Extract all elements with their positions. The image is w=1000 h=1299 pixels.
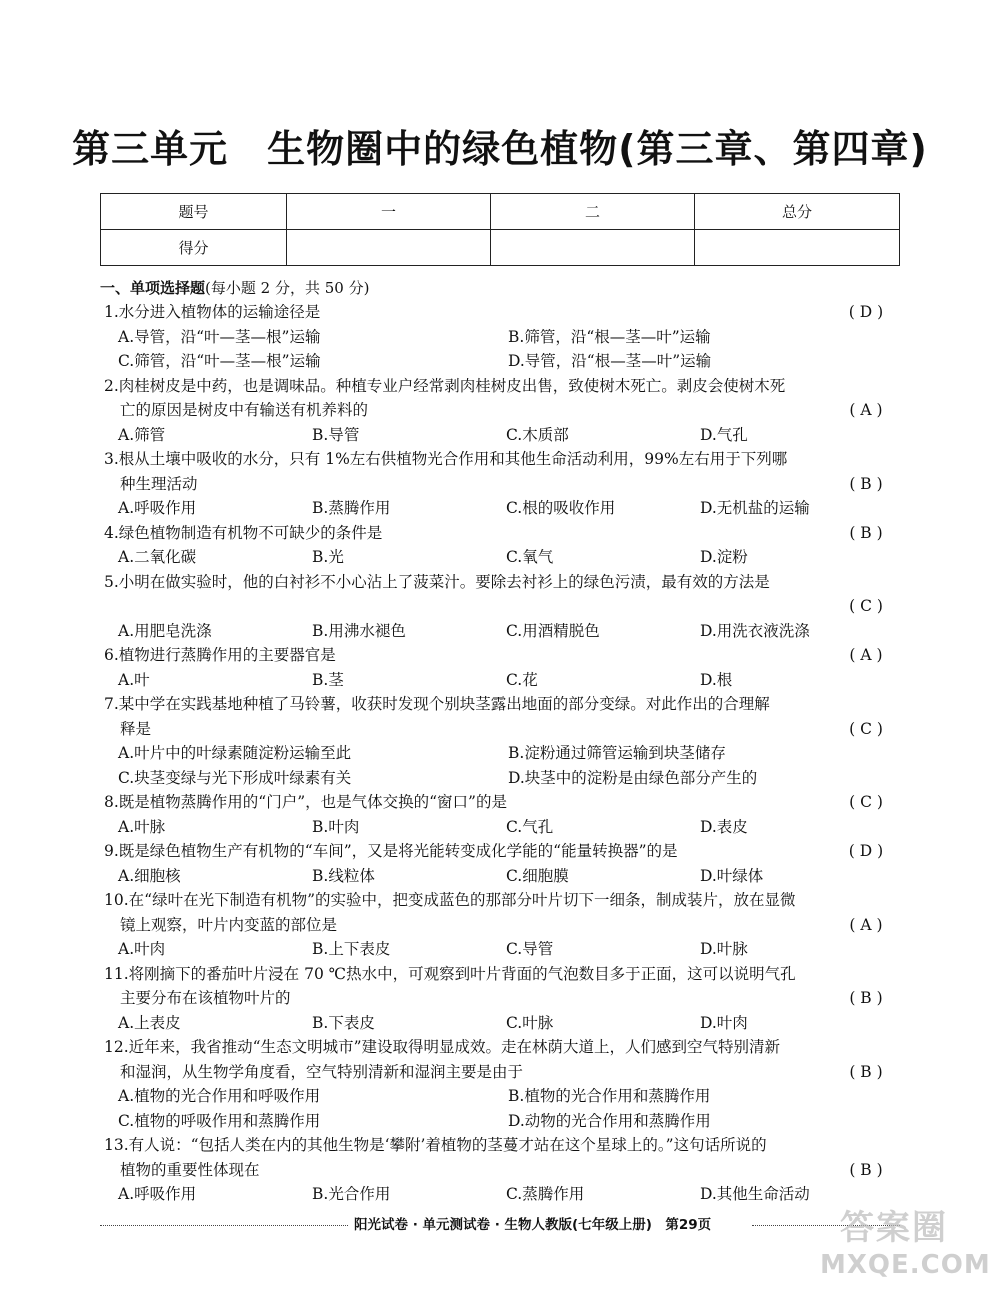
option-c: C.导管 [506,940,554,958]
section-note: (每小题 2 分，共 50 分) [205,279,370,297]
question-stem: 镜上观察，叶片内变蓝的部位是 [120,915,338,934]
option-a: A.二氧化碳 [118,548,197,566]
question-stem: 9.既是绿色植物生产有机物的“车间”，又是将光能转变成化学能的“能量转换器”的是 [104,842,678,860]
question-stem: 亡的原因是树皮中有输送有机养料的 [120,401,369,419]
score-cell[interactable] [695,230,900,266]
answer-bracket: ( D ) [848,842,884,860]
question-item [0,790,1000,839]
question-stem: 7.某中学在实践基地种植了马铃薯，收获时发现个别块茎露出地面的部分变绿。对此作出的合理解 [104,695,770,713]
option-a: A.导管，沿“叶—茎—根”运输 [118,327,321,346]
options-line [0,619,1000,644]
score-header-cell: 一 [287,194,491,230]
question-line [0,1035,1000,1060]
question-stem: 6.植物进行蒸腾作用的主要器官是 [104,646,336,664]
option-b: B.导管 [312,425,360,444]
answer-bracket: ( B ) [849,989,883,1007]
option-d: D.淀粉 [700,548,748,566]
answer-bracket: ( A ) [849,401,883,419]
option-a: A.筛管 [118,425,166,444]
option-b: B.光 [312,548,344,566]
answer-bracket: ( C ) [849,597,883,615]
question-line [0,717,1000,742]
answer-bracket: ( A ) [849,915,883,934]
option-c: C.木质部 [506,425,569,444]
question-item [0,962,1000,1036]
watermark-url: MXQE.COM [820,1250,991,1280]
answer-bracket: ( B ) [849,1062,883,1081]
option-d: D.表皮 [700,817,748,836]
option-a: A.上表皮 [118,1013,181,1032]
answer-bracket: ( B ) [849,1160,883,1179]
option-b: B.蒸腾作用 [312,499,391,517]
options-line [0,668,1000,693]
option-a: A.叶片中的叶绿素随淀粉运输至此 [118,744,352,762]
score-header-cell: 总分 [695,194,900,230]
question-line [0,447,1000,472]
question-item [0,888,1000,962]
option-d: D.块茎中的淀粉是由绿色部分产生的 [508,768,758,787]
options-line [0,1109,1000,1134]
answer-bracket: ( C ) [849,793,883,811]
answer-bracket: ( B ) [849,474,883,493]
option-b: B.淀粉通过筛管运输到块茎储存 [508,744,726,762]
question-line [0,986,1000,1011]
options-line [0,766,1000,791]
option-d: D.气孔 [700,425,748,444]
watermark [810,1200,990,1290]
question-line [0,521,1000,546]
question-list [0,300,1000,1207]
option-c: C.块茎变绿与光下形成叶绿素有关 [118,768,352,787]
option-b: B.上下表皮 [312,940,391,958]
options-line [0,1011,1000,1036]
option-c: C.花 [506,670,538,689]
question-line [0,472,1000,497]
option-c: C.筛管，沿“叶—茎—根”运输 [118,352,321,370]
options-line [0,423,1000,448]
question-line [0,1158,1000,1183]
question-item [0,643,1000,692]
question-item [0,692,1000,790]
question-item [0,300,1000,374]
option-a: A.植物的光合作用和呼吸作用 [118,1087,321,1105]
watermark-logo-text: 答案圈 [840,1208,948,1248]
question-item [0,1035,1000,1133]
score-table [100,193,900,266]
option-d: D.根 [700,670,733,689]
options-line [0,496,1000,521]
question-item [0,374,1000,448]
question-item [0,570,1000,644]
question-line [0,594,1000,619]
page-title: 第三单元 生物圈中的绿色植物(第三章、第四章) [72,127,928,171]
question-line [0,888,1000,913]
question-stem: 释是 [120,719,152,738]
question-item [0,1133,1000,1207]
option-b: B.下表皮 [312,1013,375,1032]
option-a: A.叶脉 [118,817,166,836]
options-line [0,741,1000,766]
option-c: C.氧气 [506,548,554,566]
question-line [0,374,1000,399]
score-header-cell: 题号 [101,194,287,230]
question-stem: 种生理活动 [120,474,198,493]
options-line [0,937,1000,962]
section-heading [100,277,369,298]
option-d: D.叶肉 [700,1013,748,1032]
option-c: C.蒸腾作用 [506,1185,585,1203]
score-table-header-row [101,194,900,230]
option-b: B.叶肉 [312,817,360,836]
option-b: B.植物的光合作用和蒸腾作用 [508,1087,711,1105]
footer-text: 阳光试卷 · 单元测试卷 · 生物人教版(七年级上册) 第29页 [354,1217,712,1233]
option-a: A.叶 [118,670,150,689]
question-line [0,643,1000,668]
score-row-label: 得分 [101,230,287,266]
option-d: D.动物的光合作用和蒸腾作用 [508,1111,711,1130]
options-line [0,815,1000,840]
question-stem: 2.肉桂树皮是中药，也是调味品。种植专业户经常剥肉桂树皮出售，致使树木死亡。剥皮会使树木死 [104,376,786,395]
question-line [0,692,1000,717]
option-b: B.线粒体 [312,866,375,885]
option-d: D.叶脉 [700,940,748,958]
option-d: D.无机盐的运输 [700,499,810,517]
question-line [0,398,1000,423]
question-stem: 3.根从土壤中吸收的水分，只有 1%左右供植物光合作用和其他生命活动利用，99%左右用于下列哪 [104,450,788,468]
score-cell[interactable] [491,230,695,266]
question-stem: 13.有人说：“包括人类在内的其他生物是‘攀附’着植物的茎蔓才站在这个星球上的。”这句话所说的 [104,1136,767,1154]
question-stem: 主要分布在该植物叶片的 [120,989,291,1007]
options-line [0,349,1000,374]
options-line [0,1084,1000,1109]
option-a: A.呼吸作用 [118,499,197,517]
options-line [0,325,1000,350]
answer-bracket: ( B ) [849,523,883,542]
option-c: C.植物的呼吸作用和蒸腾作用 [118,1111,321,1130]
option-c: C.气孔 [506,817,554,836]
answer-bracket: ( C ) [849,719,883,738]
answer-bracket: ( D ) [848,303,884,321]
footer-dots-left [100,1225,348,1226]
option-c: C.根的吸收作用 [506,499,616,517]
question-line [0,790,1000,815]
option-c: C.细胞膜 [506,866,569,885]
score-table-row [101,230,900,266]
answer-bracket: ( A ) [849,646,883,664]
option-c: C.叶脉 [506,1013,554,1032]
question-line [0,839,1000,864]
question-line [0,570,1000,595]
page-footer [100,1213,900,1237]
score-header-cell: 二 [491,194,695,230]
question-line [0,1060,1000,1085]
question-line [0,1133,1000,1158]
option-d: D.其他生命活动 [700,1185,810,1203]
option-b: B.光合作用 [312,1185,391,1203]
section-title: 一、单项选择题 [100,279,206,297]
score-cell[interactable] [287,230,491,266]
option-b: B.筛管，沿“根—茎—叶”运输 [508,327,711,346]
question-stem: 11.将刚摘下的番茄叶片浸在 70 ℃热水中，可观察到叶片背面的气泡数目多于正面，这可以说明气孔 [104,964,796,983]
question-line [0,300,1000,325]
question-line [0,962,1000,987]
option-a: A.用肥皂洗涤 [118,621,212,640]
question-item [0,521,1000,570]
option-a: A.细胞核 [118,866,181,885]
option-d: D.导管，沿“根—茎—叶”运输 [508,352,712,370]
options-line [0,545,1000,570]
option-b: B.用沸水褪色 [312,621,406,640]
option-c: C.用酒精脱色 [506,621,600,640]
question-stem: 5.小明在做实验时，他的白衬衫不小心沾上了菠菜汁。要除去衬衫上的绿色污渍，最有效的方法是 [104,572,770,591]
option-b: B.茎 [312,670,344,689]
question-stem: 12.近年来，我省推动“生态文明城市”建设取得明显成效。走在林荫大道上，人们感到空气特别清新 [104,1038,781,1056]
question-stem: 4.绿色植物制造有机物不可缺少的条件是 [104,523,383,542]
question-stem: 1.水分进入植物体的运输途径是 [104,303,321,321]
question-stem: 和湿润，从生物学角度看，空气特别清新和湿润主要是由于 [120,1062,524,1081]
question-stem: 10.在“绿叶在光下制造有机物”的实验中，把变成蓝色的那部分叶片切下一细条，制成装片，放在显微 [104,891,796,909]
question-item [0,839,1000,888]
option-d: D.用洗衣液洗涤 [700,621,810,640]
question-stem: 植物的重要性体现在 [120,1160,260,1179]
question-stem: 8.既是植物蒸腾作用的“门户”，也是气体交换的“窗口”的是 [104,793,507,811]
options-line [0,864,1000,889]
option-a: A.呼吸作用 [118,1185,197,1203]
question-item [0,447,1000,521]
option-d: D.叶绿体 [700,866,764,885]
option-a: A.叶肉 [118,940,166,958]
question-line [0,913,1000,938]
